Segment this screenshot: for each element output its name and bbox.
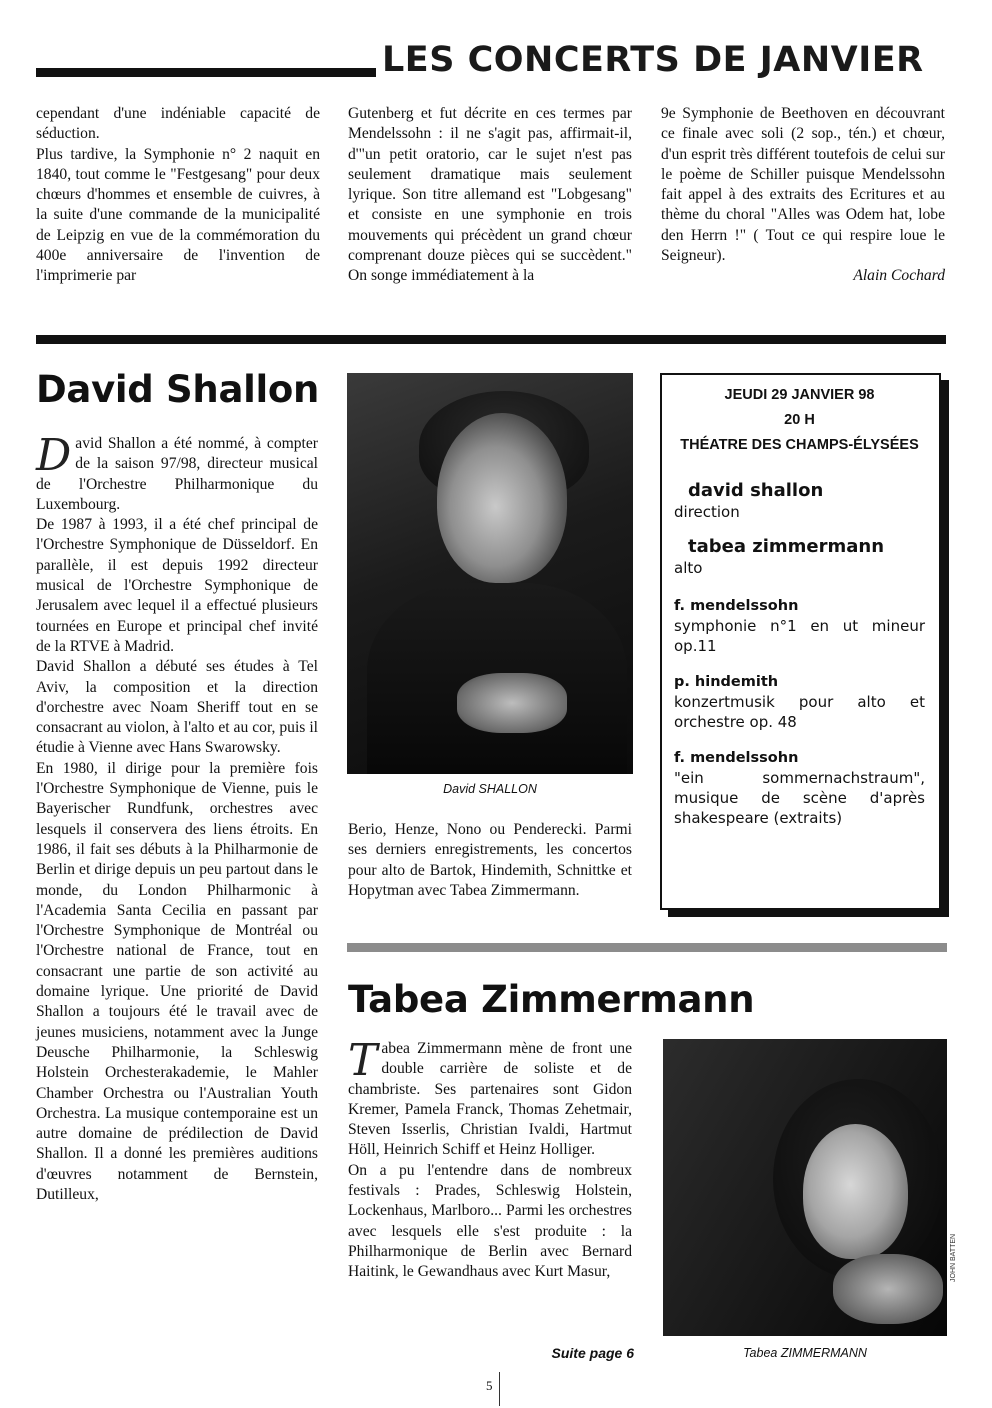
paragraph: Tabea Zimmermann mène de front une double carrière de soliste et de chambriste. Ses partenaires sont Gidon Kremer, Pamela Franck, Thomas Zehetmair, Steven Isserlis, Christian Ivaldi, Hartmut Höll, Heinrich Schiff et Heinz Holliger.	[348, 1035, 632, 1159]
performer-name: tabea zimmermann	[688, 536, 885, 557]
section-title-shallon: David Shallon	[36, 368, 320, 411]
program-work: konzertmusik pour alto et orchestre op. 48	[674, 693, 925, 731]
paragraph: De 1987 à 1993, il a été chef principal de l'Orchestre Symphonique de Düsseldorf. En parallèle, il est depuis 1992 directeur musical de l'Orchestre Symphonique de Jerusalem avec lequel il a effectué plusieurs tournées en Europe et principal chef invité de la RTVE à Madrid.	[36, 516, 318, 655]
tabea-zimmermann-photo	[663, 1039, 947, 1336]
top-article-column-2	[348, 104, 632, 287]
paragraph: 9e Symphonie de Beethoven en découvrant ce finale avec soli (2 sop., tén.) et chœur, d'un esprit très différent toutefois de celui sur le poème de Schiller puisque Mendelssohn fait appel à des extraits des Ecritures et au thème du choral "Alles was Odem hat, lobe den Herrn !" ( Tout ce qui respire loue le Seigneur).	[661, 105, 945, 265]
photo-credit: JOHN BATTEN	[950, 1233, 957, 1282]
concert-venue: THÉATRE DES CHAMPS-ÉLYSÉES	[680, 437, 919, 453]
shallon-article-continuation	[348, 820, 632, 901]
paragraph: En 1980, il dirige pour la première fois l'Orchestre Symphonique de Vienne, puis le Bayerischer Rundfunk, orchestres avec lesquels il conservera des liens étroits. En 1986, il fait ses débuts à la Philharmonie de Berlin et dirige depuis un peu partout dans le monde, du London Philharmonic à l'Academia Santa Cecilia en passant par l'Orchestre Symphonique de Montréal ou l'Orchestre national de France, tout en consacrant une partie de son activité au domaine lyrique. Une priorité de David Shallon a toujours été le travail avec de jeunes musiciens, notamment avec la Junge Deusche Philharmonie, la Schleswig Holstein Orchesterakademie, le Mahler Chamber Orchestra ou l'Australian Youth Orchestra. La musique contemporaine est un autre domaine de prédilection de David Shallon. Il a donné les premières auditions d'œuvres notamment de Bernstein, Dutilleux,	[36, 759, 318, 1203]
shallon-article	[36, 430, 318, 1205]
paragraph: David Shallon a débuté ses études à Tel Aviv, la composition et la direction d'orchestre avec Noam Sheriff tout en se consacrant au violon, à l'alto et au cor, puis il étudie à Vienne avec Hans Swarowsky.	[36, 658, 318, 757]
header-rule	[36, 68, 376, 77]
photo-caption: Tabea ZIMMERMANN	[743, 1346, 867, 1360]
concert-date: JEUDI 29 JANVIER 98	[724, 387, 875, 403]
page-number-divider	[499, 1372, 500, 1406]
program-composer: f. mendelssohn	[674, 750, 799, 766]
paragraph: cependant d'une indéniable capacité de séduction.	[36, 105, 320, 143]
section-divider	[347, 943, 947, 952]
concert-info-box	[660, 373, 941, 910]
section-title-zimmermann: Tabea Zimmermann	[348, 978, 755, 1021]
performer-role: direction	[674, 503, 740, 521]
drop-cap: D	[36, 430, 72, 481]
concert-time: 20 H	[784, 412, 815, 428]
section-divider	[36, 335, 946, 344]
program-composer: f. mendelssohn	[674, 598, 799, 614]
david-shallon-photo	[347, 373, 633, 774]
drop-cap: T	[348, 1035, 378, 1086]
paragraph: On a pu l'entendre dans de nombreux festivals : Prades, Schleswig Holstein, Lockenhaus, Marlboro... Parmi les orchestres avec lesquels elle s'est produite : la Philharmonique de Berlin avec Bernard Haitink, le Gewandhaus avec Kurt Masur,	[348, 1161, 632, 1281]
paragraph: Berio, Henze, Nono ou Penderecki. Parmi ses derniers enregistrements, les concertos pour alto de Bartok, Hindemith, Schnittke et Hopytman avec Tabea Zimmermann.	[348, 821, 632, 899]
paragraph: Gutenberg et fut décrite en ces termes par Mendelssohn : il ne s'agit pas, affirmait-il, d'"un petit oratorio, car le sujet n'est pas seulement dramatique mais seulement lyrique. Son titre allemand est "Lobgesang" et consiste en une symphonie en trois mouvements qui précèdent un grand chœur comprenant douze pièces qui se succèdent." On songe immédiatement à la	[348, 105, 632, 285]
paragraph: David Shallon a été nommé, à compter de la saison 97/98, directeur musical de l'Orchestre Philharmonique du Luxembourg.	[36, 430, 318, 513]
zimmermann-article	[348, 1035, 632, 1283]
performer-name: david shallon	[688, 480, 824, 501]
continued-link[interactable]: Suite page 6	[551, 1345, 634, 1361]
top-article-column-3	[661, 104, 945, 287]
author-signature: Alain Cochard	[853, 267, 945, 285]
program-work: symphonie n°1 en ut mineur op.11	[674, 617, 925, 655]
photo-caption: David SHALLON	[443, 782, 537, 796]
page-header-title: LES CONCERTS DE JANVIER	[382, 40, 924, 80]
program-composer: p. hindemith	[674, 674, 779, 690]
performer-role: alto	[674, 559, 703, 577]
top-article-column-1	[36, 104, 320, 287]
page-number: 5	[486, 1378, 493, 1393]
program-work: "ein sommernachstraum", musique de scène d'après shakespeare (extraits)	[674, 769, 925, 827]
paragraph: Plus tardive, la Symphonie n° 2 naquit en 1840, tout comme le "Festgesang" pour deux chœurs d'hommes et ensemble de cuivres, à la suite d'une commande de la municipalité de Leipzig en vue de la commémoration du 400e anniversaire de l'invention de l'imprimerie par	[36, 145, 320, 285]
